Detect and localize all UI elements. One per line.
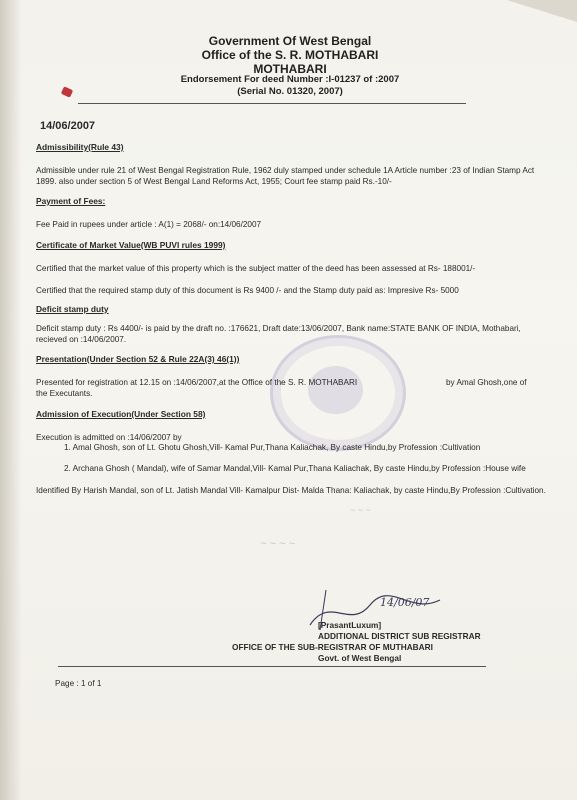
header-government: Government Of West Bengal [208,34,372,48]
section-title-execution: Admission of Execution(Under Section 58) [36,409,206,419]
market-value-text: Certified that the market value of this property which is the subject matter of the deed has been assessed at Rs- 188001/- [36,264,476,273]
page-number: Page : 1 of 1 [55,679,102,688]
signatory-designation: ADDITIONAL DISTRICT SUB REGISTRAR [318,631,481,641]
section-title-presentation: Presentation(Under Section 52 & Rule 22A(3) 46(1)) [36,354,240,364]
footer-rule [58,666,486,667]
faint-stamp-impression: ~ ~ ~ [350,505,371,515]
signatory-name: [PrasantLuxum] [318,620,382,630]
header-rule [78,103,466,104]
faint-stamp-impression-2: ~ ~ ~ ~ [260,538,295,550]
handwritten-date: 14/06/07 [380,596,430,609]
signatory-office: OFFICE OF THE SUB-REGISTRAR OF MUTHABARI [232,642,433,652]
signatory-govt: Govt. of West Bengal [318,653,402,663]
stamp-duty-text: Certified that the required stamp duty of this document is Rs 9400 /- and the Stamp duty paid as: Impresive Rs- 5000 [36,286,459,295]
presentation-by: by Amal Ghosh,one of [446,378,527,387]
admissibility-text: Admissible under rule 21 of West Bengal Registration Rule, 1962 duly stamped under schedule 1A Article number :23 of Indian Stamp Act 1899. also under section 5 of West Bengal Land Reforms Act, 1955; Court fee stamp paid Rs.-10/- [36,166,535,186]
section-title-market-value: Certificate of Market Value(WB PUVI rules 1999) [36,240,226,250]
execution-intro: Execution is admitted on :14/06/2007 by [36,433,182,442]
deficit-text: Deficit stamp duty : Rs 4400/- is paid by the draft no. :176621, Draft date:13/06/2007, Bank name:STATE BANK OF INDIA, Mothabari, recieved on :14/06/2007. [36,324,521,344]
section-title-fees: Payment of Fees: [36,196,106,206]
fees-text: Fee Paid in rupees under article : A(1) = 2068/- on:14/06/2007 [36,220,262,229]
executant-1: 1. Amal Ghosh, son of Lt. Ghotu Ghosh,Vill- Kamal Pur,Thana Kaliachak, By caste Hindu,by Profession :Cultivation [64,443,481,452]
header-serial: (Serial No. 01320, 2007) [237,86,343,97]
section-title-admissibility: Admissibility(Rule 43) [36,142,124,152]
presentation-executants: the Executants. [36,389,93,398]
header-place: MOTHABARI [253,62,327,76]
folded-corner [507,0,577,22]
presentation-text: Presented for registration at 12.15 on :14/06/2007,at the Office of the S. R. MOTHABARI [36,378,358,387]
identifier-text: Identified By Harish Mandal, son of Lt. Jatish Mandal Vill- Kamalpur Dist- Malda Thana: Kaliachak, by caste Hindu,By Profession :Cultivation. [36,486,546,495]
header-endorsement: Endorsement For deed Number :I-01237 of :2007 [180,74,400,85]
executant-2: 2. Archana Ghosh ( Mandal), wife of Samar Mandal,Vill- Kamal Pur,Thana Kaliachak, By caste Hindu,by Profession :House wife [64,464,526,473]
section-title-deficit: Deficit stamp duty [36,304,109,314]
endorsement-date: 14/06/2007 [40,120,96,132]
red-ink-mark [61,86,73,97]
page-shadow [0,0,22,800]
header-office: Office of the S. R. MOTHABARI [201,48,379,62]
